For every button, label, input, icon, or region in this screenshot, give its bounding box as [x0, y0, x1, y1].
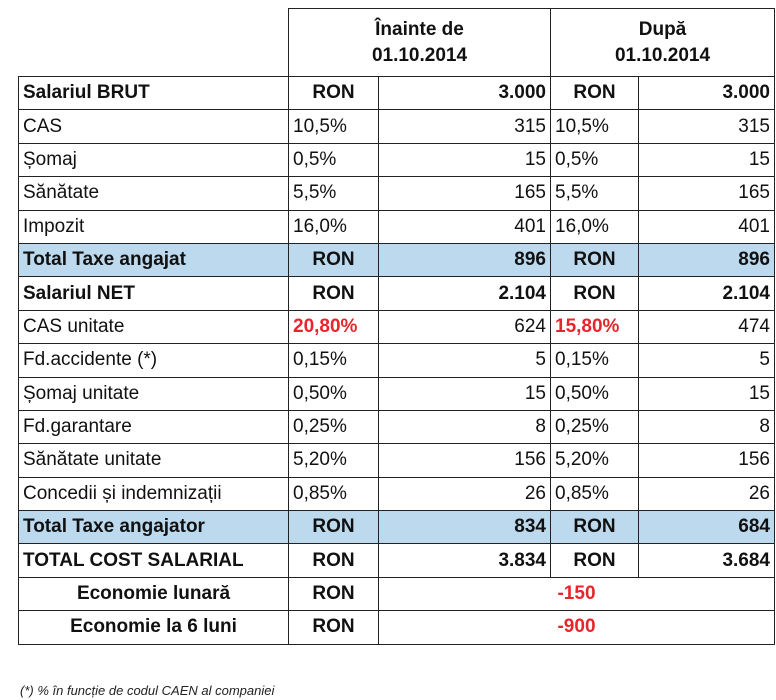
value-before: 401	[379, 210, 551, 243]
rate-before: 5,5%	[289, 177, 379, 210]
row-label: Sănătate	[19, 177, 289, 210]
rate-before: RON	[289, 277, 379, 310]
row-label: Total Taxe angajat	[19, 243, 289, 276]
rate-before: 0,5%	[289, 143, 379, 176]
table-row	[19, 444, 775, 477]
rate-after: RON	[551, 243, 639, 276]
row-label: Fd.garantare	[19, 410, 289, 443]
header-after-line2: 01.10.2014	[614, 44, 711, 66]
value-after: 474	[639, 310, 775, 343]
table-row	[19, 177, 775, 210]
value-before: 165	[379, 177, 551, 210]
value-before: 15	[379, 377, 551, 410]
row-label: Șomaj unitate	[19, 377, 289, 410]
header-before	[289, 9, 551, 77]
value-after: 26	[639, 477, 775, 510]
value-after: 8	[639, 410, 775, 443]
table-row	[19, 511, 775, 544]
value-before: 896	[379, 243, 551, 276]
value-before: 26	[379, 477, 551, 510]
economy-label: Economie la 6 luni	[19, 611, 289, 644]
table-row	[19, 544, 775, 577]
value-after: 315	[639, 110, 775, 143]
row-label: Salariul NET	[19, 277, 289, 310]
value-before: 15	[379, 143, 551, 176]
table-row	[19, 243, 775, 276]
value-before: 3.834	[379, 544, 551, 577]
header-row	[19, 9, 775, 77]
economy-row	[19, 611, 775, 644]
rate-after: 0,25%	[551, 410, 639, 443]
rate-before: RON	[289, 511, 379, 544]
value-before: 2.104	[379, 277, 551, 310]
table-row	[19, 110, 775, 143]
header-before-line1: Înainte de	[375, 18, 464, 40]
table-row	[19, 377, 775, 410]
economy-value: -150	[379, 577, 775, 610]
header-blank-cell	[19, 9, 289, 77]
value-before: 5	[379, 344, 551, 377]
header-after-line1: După	[638, 18, 687, 40]
row-label: Total Taxe angajator	[19, 511, 289, 544]
rate-after: RON	[551, 77, 639, 110]
value-after: 165	[639, 177, 775, 210]
rate-after: 5,5%	[551, 177, 639, 210]
row-label: Sănătate unitate	[19, 444, 289, 477]
value-before: 624	[379, 310, 551, 343]
rate-before: 5,20%	[289, 444, 379, 477]
table-row	[19, 310, 775, 343]
row-label: CAS unitate	[19, 310, 289, 343]
table-row	[19, 277, 775, 310]
rate-after: 10,5%	[551, 110, 639, 143]
value-before: 315	[379, 110, 551, 143]
row-label: CAS	[19, 110, 289, 143]
value-after: 684	[639, 511, 775, 544]
rate-before: 0,50%	[289, 377, 379, 410]
value-before: 8	[379, 410, 551, 443]
table-row	[19, 143, 775, 176]
value-after: 2.104	[639, 277, 775, 310]
value-after: 3.000	[639, 77, 775, 110]
rate-before: 20,80%	[289, 310, 379, 343]
table-row	[19, 410, 775, 443]
value-after: 15	[639, 377, 775, 410]
table-row	[19, 477, 775, 510]
rate-after: 0,5%	[551, 143, 639, 176]
economy-unit: RON	[289, 577, 379, 610]
economy-row	[19, 577, 775, 610]
table-row	[19, 77, 775, 110]
rate-before: RON	[289, 544, 379, 577]
rate-after: 5,20%	[551, 444, 639, 477]
row-label: Salariul BRUT	[19, 77, 289, 110]
rate-after: RON	[551, 277, 639, 310]
value-after: 896	[639, 243, 775, 276]
row-label: Impozit	[19, 210, 289, 243]
value-before: 156	[379, 444, 551, 477]
rate-before: 0,15%	[289, 344, 379, 377]
header-before-line2: 01.10.2014	[371, 44, 468, 66]
rate-after: 0,15%	[551, 344, 639, 377]
footnote: (*) % în funcție de codul CAEN al companiei	[20, 683, 275, 698]
value-after: 15	[639, 143, 775, 176]
table-row	[19, 210, 775, 243]
row-label: Șomaj	[19, 143, 289, 176]
rate-after: 0,85%	[551, 477, 639, 510]
value-after: 156	[639, 444, 775, 477]
value-after: 5	[639, 344, 775, 377]
rate-before: RON	[289, 77, 379, 110]
salary-cost-table	[18, 8, 775, 645]
rate-after: RON	[551, 544, 639, 577]
value-before: 834	[379, 511, 551, 544]
value-before: 3.000	[379, 77, 551, 110]
row-label: Fd.accidente (*)	[19, 344, 289, 377]
rate-after: 15,80%	[551, 310, 639, 343]
economy-label: Economie lunară	[19, 577, 289, 610]
rate-before: 16,0%	[289, 210, 379, 243]
table-row	[19, 344, 775, 377]
rate-after: 0,50%	[551, 377, 639, 410]
rate-before: 0,85%	[289, 477, 379, 510]
value-after: 401	[639, 210, 775, 243]
rate-after: 16,0%	[551, 210, 639, 243]
value-after: 3.684	[639, 544, 775, 577]
rate-after: RON	[551, 511, 639, 544]
header-after	[551, 9, 775, 77]
economy-value: -900	[379, 611, 775, 644]
row-label: TOTAL COST SALARIAL	[19, 544, 289, 577]
rate-before: 0,25%	[289, 410, 379, 443]
economy-unit: RON	[289, 611, 379, 644]
row-label: Concedii și indemnizații	[19, 477, 289, 510]
rate-before: 10,5%	[289, 110, 379, 143]
rate-before: RON	[289, 243, 379, 276]
